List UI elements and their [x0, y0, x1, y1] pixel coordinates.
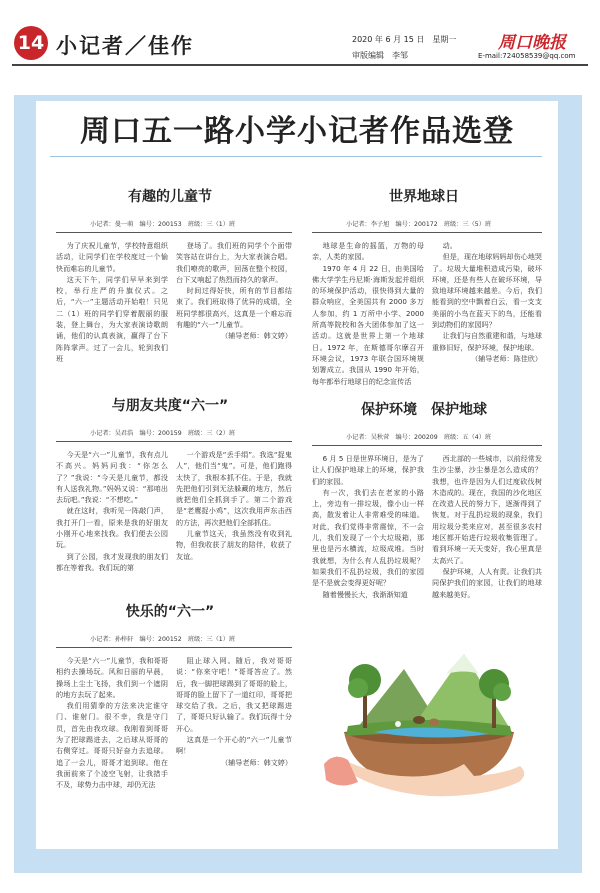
- paragraph: 地球是生命的摇篮，万物的母亲，人类的家园。: [312, 241, 424, 262]
- issue-date: 2020 年 6 月 15 日 星期一: [352, 35, 457, 44]
- header-divider: [12, 64, 588, 66]
- page-number-badge: 14: [14, 26, 48, 60]
- article-column: [312, 240, 424, 386]
- paragraph: 今天是“六一”儿童节，我和哥哥相约去操场玩。风和日丽的早晨，操场上尘土飞扬，我们到一个遮阴的地方去玩了起来。: [56, 656, 168, 699]
- article-byline: 小记者：吴秋菅 编号：200209 班级：五（4）班: [346, 434, 492, 441]
- article-column: [56, 449, 168, 572]
- article-byline: 小记者：孙梓轩 编号：200152 班级：三（1）班: [90, 636, 236, 643]
- section-title: 小记者／佳作: [56, 33, 194, 58]
- paragraph: 为了庆祝儿童节，学校特意组织活动，让同学们在学校度过一个愉快而难忘的儿童节。: [56, 241, 168, 273]
- title-divider: [50, 156, 542, 157]
- hand-holding-earth-icon: [314, 614, 544, 814]
- byline-rule: [56, 647, 292, 648]
- paragraph: 6 月 5 日是世界环境日，是为了让人们保护地球上的环境，保护我们的家园。: [312, 454, 424, 486]
- paragraph: 到了公园，我才发现我的朋友们都在等着我。我们玩的第: [56, 551, 168, 572]
- article-byline: 小记者：李子旭 编号：200172 班级：三（5）班: [346, 221, 492, 228]
- paragraph: 让我们与自然重建和谐，与地球重修旧好，保护环境，保护地球。: [432, 331, 542, 352]
- article-column: [176, 240, 292, 341]
- article-title: 与朋友共度“六一”: [111, 398, 229, 414]
- paragraph: 登场了。我们班的同学个个面带笑容站在讲台上，为大家表演合唱。我们嘹亮的歌声，回荡在整个校园，台下又响起了热烈而持久的掌声。: [176, 241, 292, 284]
- advisor-credit: （辅导老师：韩文婷）: [221, 757, 292, 767]
- article-column: [56, 240, 168, 363]
- article-title: 快乐的“六一”: [125, 604, 215, 620]
- paragraph: 1970 年 4 月 22 日，由美国哈佛大学学生丹尼斯·海斯发起并组织的环境保护活动，很快得到大量的群众响应，全美国共有 2000 多万人参加，约 1 万所中小学、2000 所高等院校和各大团体参加了这一活动。这就是世界上第一个地球日。1972 年，在斯德哥尔摩召开环境会议，1973 年联合国环境规划署成立。我国从 1990 年开始，每年都举行地球日的纪念宣传活: [312, 263, 424, 386]
- article-title: 世界地球日: [389, 189, 459, 205]
- newspaper-logo: 周口晚报: [498, 33, 566, 53]
- paragraph: 我们用猜拳的方法来决定谁守门、谁射门。很不幸，我是守门员，首先由我攻球。我刚看到哥哥为了把球踢进去，之后球从哥哥的右侧穿过。哥哥只好奋力去追球。追了一会儿，哥哥才追到球。他在我面前来了个凌空飞射，让我措手不及，球势力击中球，却仍无法: [56, 701, 168, 790]
- article-column: [432, 453, 542, 599]
- paragraph: 阻止球入网。随后，我对哥哥说：“你来守吧！”哥哥答应了。然后，我一脚把球踢到了哥哥的脸上，哥哥的脸上留下了一道红印，哥哥把球交给了我。之后，我又把球踢进了，哥哥只好认输了。我们玩得十分开心。: [176, 656, 292, 733]
- paragraph: 西北部的一些城市，以前经常发生沙尘暴，沙尘暴是怎么造成的？我想，也许是因为人们过度砍伐树木造成的。现在，我国的沙化地区在改造人民的努力下，逐渐得到了恢复。对于乱扔垃圾的现象，我们用垃圾分类来应对，甚至很多农村地区都开始进行垃圾收集管理了。看到环境一天天变好，我心里真是太高兴了。: [432, 454, 542, 565]
- article-title: 保护环境 保护地球: [361, 402, 487, 418]
- paragraph: 今天是“六一”儿童节，我有点儿不高兴。妈妈问我：“你怎么了？”我说：“今天是儿童节，都没有人送我礼物。”妈妈又说：“那咱出去玩吧。”我说：“不想吃。”: [56, 450, 168, 505]
- bottom-band: [36, 849, 582, 873]
- article-column: [176, 449, 292, 561]
- advisor-credit: （辅导老师：陈佳欣）: [471, 353, 542, 363]
- byline-rule: [312, 445, 542, 446]
- paragraph: 时间过得好快，所有的节目都结束了。我们班取得了优异的成绩，全班同学都很高兴，这真是一个难忘而有趣的“六一”儿童节。: [176, 286, 292, 330]
- byline-rule: [312, 232, 542, 233]
- paragraph: 就在这时，我听见一阵敲门声，我打开门一看，原来是我的好朋友小刚开心地来找我。我们便去公园玩。: [56, 506, 168, 550]
- paragraph: 儿童节这天，我虽然没有收到礼物，但我收获了朋友的陪伴，收获了友谊。: [176, 529, 292, 561]
- article-title: 有趣的儿童节: [128, 189, 212, 205]
- article-byline: 小记者：曼一萌 编号：200153 班级：三（1）班: [90, 221, 236, 228]
- article-column: [312, 453, 424, 599]
- article-column: [432, 240, 542, 363]
- byline-rule: [56, 232, 292, 233]
- article-column: [56, 655, 168, 789]
- paragraph: 但是，现在地球妈妈却伤心地哭了。垃圾大量堆积造成污染，破坏环境，还是有些人在破坏环境，导致地球环境越来越差。今后，我们能看到的空中飘着白云，看一支支美丽的小鸟在蓝天下的鸟，还能看到动物们的家园吗？: [432, 252, 542, 330]
- paragraph: 随着慢慢长大，我渐渐知道: [322, 589, 408, 599]
- byline-rule: [56, 441, 292, 442]
- advisor-credit: （辅导老师：韩文婷）: [221, 331, 292, 341]
- main-title: 周口五一路小学小记者作品选登: [80, 114, 514, 149]
- editor-credit: 审版编辑 李邹: [352, 51, 408, 60]
- paragraph: 保护环境，人人有责。让我们共同保护我们的家园，让我们的地球越来越美好。: [432, 566, 542, 599]
- paragraph: 一个游戏是“丢手绢”。我选“捉鬼人”，他们当“鬼”。可是，他们跑得太快了，我根本抓不住。于是，我就先把他们引到无法躲藏的地方，然后就把他们全抓到手了。第二个游戏是“老鹰捉小鸡”，这次我用声东击西的方法，再次把他们全部抓住。: [176, 450, 292, 527]
- paragraph: 动。: [442, 241, 457, 250]
- article-column: [176, 655, 292, 789]
- contact-email: E-mail:724058539@qq.com: [478, 52, 576, 60]
- paragraph: 这真是一个开心的“六一”儿童节啊！: [176, 735, 292, 756]
- article-byline: 小记者：吴君浩 编号：200159 班级：三（2）班: [90, 430, 236, 437]
- paragraph: 这天下午，同学们早早来到学校，举行庄严的升旗仪式。之后，“六一”主题活动开始啦！只见二（1）班的同学们穿着靓丽的服装，登上舞台，为大家表演诗歌朗诵，他们的认真表演，赢得了台下阵阵掌声。过了一会儿，轮到我们班: [56, 274, 168, 363]
- paragraph: 有一次，我们去在老家的小路上，旁边有一排垃圾，像小山一样高，散发着让人非常难受的味道。对此，我们觉得非常震惊，不一会儿，我们发现了一个大垃圾箱，那里也是污水横流，垃圾成堆。当时我就想，为什么有人乱扔垃圾呢？如果我们不乱扔垃圾，我们的家园是不是就会变得更好呢？: [312, 487, 424, 588]
